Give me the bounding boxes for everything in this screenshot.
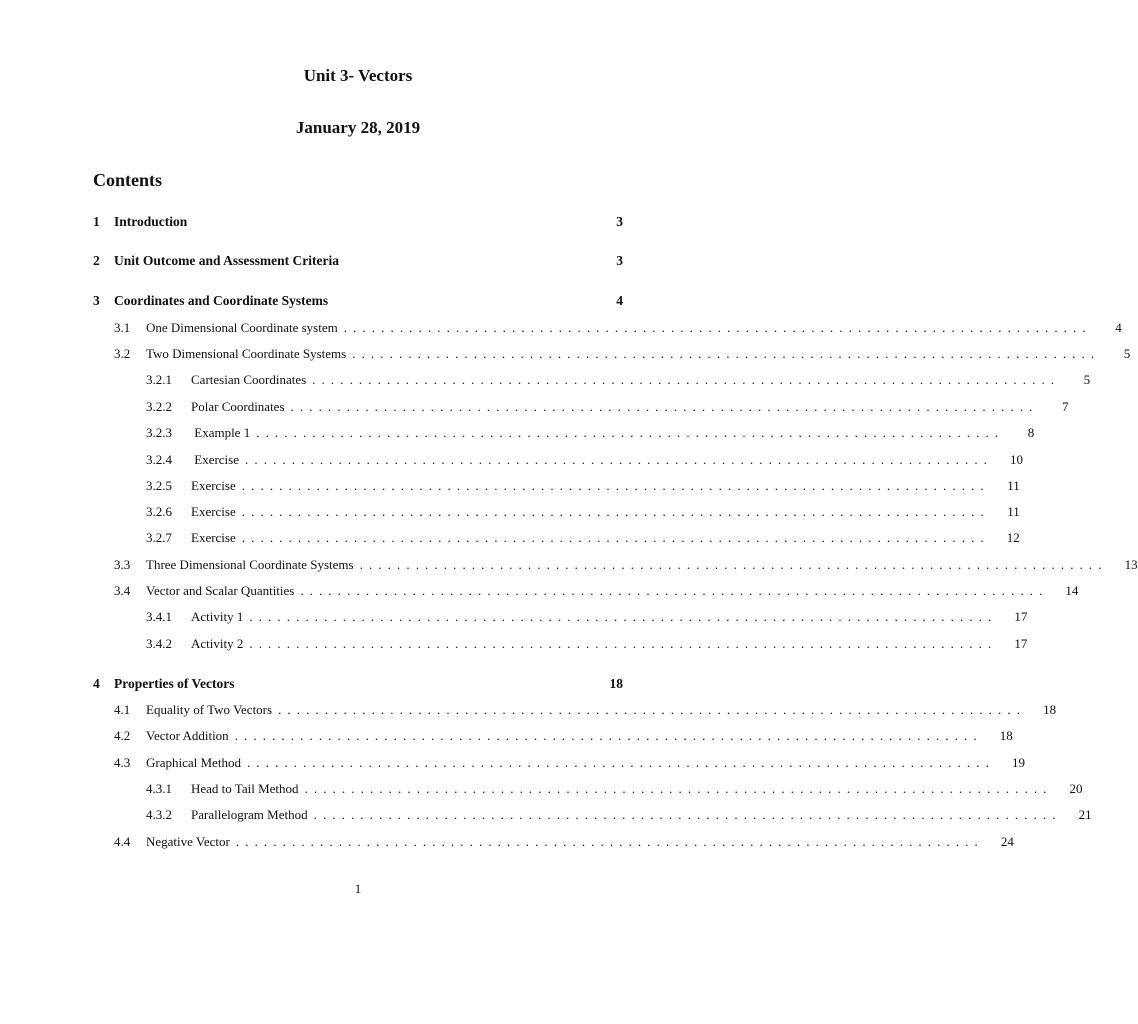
toc-entry[interactable] — [114, 728, 1013, 744]
toc-entry-number: 2 — [93, 253, 100, 268]
toc-entry-page: 18 — [999, 728, 1013, 743]
toc-dot-leader: ................................................................................ — [312, 372, 1061, 387]
toc-entry-page: 24 — [1000, 834, 1014, 849]
toc-entry-number: 3.3 — [114, 557, 131, 572]
toc-dot-leader: ................................................................................ — [300, 583, 1049, 598]
toc-dot-leader: ................................................................................ — [241, 478, 990, 493]
toc-entry[interactable] — [146, 425, 1035, 441]
toc-entry-number: 3.4.2 — [146, 636, 172, 651]
toc-entry-number: 4 — [93, 676, 100, 691]
toc-entry-title: Two Dimensional Coordinate Systems — [146, 346, 347, 361]
toc-entry-page: 10 — [1010, 452, 1024, 467]
toc-entry-number: 3.4.1 — [146, 609, 172, 624]
toc-dot-leader: ................................................................................ — [304, 781, 1053, 796]
toc-entry-title: Head to Tail Method — [191, 781, 299, 796]
toc-entry[interactable] — [146, 372, 1091, 388]
toc-entry-number: 3.1 — [114, 320, 131, 335]
toc-entry-number: 4.1 — [114, 702, 131, 717]
toc-entry-page: 4 — [1115, 320, 1122, 335]
toc-entry-number: 1 — [93, 214, 100, 229]
toc-entry-page: 7 — [1062, 399, 1069, 414]
toc-entry[interactable] — [146, 530, 1020, 546]
toc-entry-page: 3 — [616, 214, 623, 229]
toc-entry-title: Negative Vector — [146, 834, 230, 849]
toc-entry-page: 17 — [1014, 609, 1028, 624]
toc-entry-title: Introduction — [114, 214, 188, 229]
toc-entry-number: 4.3.1 — [146, 781, 172, 796]
toc-entry[interactable] — [114, 557, 1138, 573]
toc-entry[interactable] — [146, 478, 1020, 494]
page-number: 1 — [354, 881, 362, 896]
toc-entry[interactable] — [114, 346, 1131, 362]
toc-entry[interactable] — [93, 676, 623, 692]
toc-entry[interactable] — [146, 452, 1024, 468]
toc-entry-page: 18 — [1043, 702, 1057, 717]
toc-entry-title: One Dimensional Coordinate system — [146, 320, 338, 335]
toc-entry-title: Polar Coordinates — [191, 399, 285, 414]
toc-dot-leader: ................................................................................ — [249, 609, 998, 624]
toc-entry[interactable] — [146, 636, 1028, 652]
toc-entry-page: 19 — [1011, 755, 1025, 770]
toc-entry[interactable] — [114, 834, 1014, 850]
toc-entry-page: 3 — [616, 253, 623, 268]
toc-entry[interactable] — [93, 214, 623, 230]
toc-entry-title: Vector and Scalar Quantities — [146, 583, 295, 598]
toc-dot-leader: ................................................................................ — [256, 425, 1005, 440]
toc-entry-page: 8 — [1027, 425, 1035, 440]
toc-entry-number: 3.2.5 — [146, 478, 172, 493]
toc-entry-title: Unit Outcome and Assessment Criteria — [114, 253, 339, 268]
toc-entry-title: Exercise — [191, 504, 236, 519]
toc-entry-number: 3.4 — [114, 583, 131, 598]
toc-entry[interactable] — [146, 609, 1028, 625]
toc-entry-title: Equality of Two Vectors — [146, 702, 273, 717]
toc-entry-number: 3.2 — [114, 346, 131, 361]
toc-entry-title: Cartesian Coordinates — [191, 372, 307, 387]
toc-entry[interactable] — [93, 293, 623, 309]
toc-entry-page: 13 — [1124, 557, 1138, 572]
toc-entry-page: 17 — [1014, 636, 1028, 651]
toc-entry[interactable] — [146, 807, 1092, 823]
toc-entry[interactable] — [93, 253, 623, 269]
toc-dot-leader: ................................................................................ — [343, 320, 1092, 335]
toc-entry-number: 3.2.7 — [146, 530, 172, 545]
toc-entry-page: 11 — [1007, 504, 1020, 519]
toc-entry-title: Exercise — [191, 452, 240, 467]
toc-entry-title: Activity 1 — [191, 609, 244, 624]
document-title: Unit 3- Vectors — [303, 66, 413, 85]
toc-entry-page: 11 — [1007, 478, 1020, 493]
toc-entry-number: 3.2.4 — [146, 452, 172, 467]
toc-entry-title: Vector Addition — [146, 728, 229, 743]
toc-entry[interactable] — [146, 504, 1020, 520]
toc-dot-leader: ................................................................................ — [241, 504, 990, 519]
toc-entry-title: Properties of Vectors — [114, 676, 235, 691]
toc-entry-number: 3.2.6 — [146, 504, 172, 519]
toc-dot-leader: ................................................................................ — [313, 807, 1062, 822]
toc-entry-page: 18 — [609, 676, 623, 691]
toc-dot-leader: ................................................................................ — [290, 399, 1039, 414]
contents-heading: Contents — [93, 170, 163, 190]
toc-entry[interactable] — [146, 781, 1083, 797]
toc-entry-page: 12 — [1006, 530, 1020, 545]
toc-entry-page: 5 — [1123, 346, 1131, 361]
toc-entry-number: 3.2.2 — [146, 399, 172, 414]
toc-entry[interactable] — [114, 583, 1079, 599]
document-date: January 28, 2019 — [295, 118, 421, 137]
toc-dot-leader: ................................................................................ — [241, 530, 990, 545]
toc-entry-number: 4.4 — [114, 834, 131, 849]
toc-entry[interactable] — [146, 399, 1069, 415]
toc-dot-leader: ................................................................................ — [249, 636, 998, 651]
toc-entry-number: 3 — [93, 293, 100, 308]
toc-entry-title: Three Dimensional Coordinate Systems — [146, 557, 354, 572]
toc-entry-page: 5 — [1083, 372, 1091, 387]
toc-entry-title: Example 1 — [191, 425, 251, 440]
toc-entry-page: 4 — [616, 293, 623, 308]
toc-entry-title: Exercise — [191, 530, 236, 545]
toc-dot-leader: ................................................................................ — [245, 452, 994, 467]
toc-entry[interactable] — [114, 755, 1025, 771]
toc-entry-number: 4.3 — [114, 755, 131, 770]
toc-entry-title: Activity 2 — [191, 636, 244, 651]
toc-dot-leader: ................................................................................ — [359, 557, 1108, 572]
toc-dot-leader: ................................................................................ — [278, 702, 1027, 717]
toc-dot-leader: ................................................................................ — [246, 755, 995, 770]
toc-entry-number: 4.3.2 — [146, 807, 172, 822]
toc-entry[interactable] — [114, 702, 1057, 718]
toc-entry[interactable] — [114, 320, 1122, 336]
toc-entry-number: 4.2 — [114, 728, 131, 743]
toc-dot-leader: ................................................................................ — [234, 728, 983, 743]
toc-dot-leader: ................................................................................ — [352, 346, 1101, 361]
toc-entry-page: 21 — [1078, 807, 1092, 822]
toc-entry-title: Parallelogram Method — [191, 807, 308, 822]
toc-entry-title: Exercise — [191, 478, 236, 493]
toc-entry-number: 3.2.3 — [146, 425, 172, 440]
toc-entry-title: Coordinates and Coordinate Systems — [114, 293, 329, 308]
toc-dot-leader: ................................................................................ — [235, 834, 984, 849]
toc-entry-title: Graphical Method — [146, 755, 241, 770]
toc-entry-number: 3.2.1 — [146, 372, 172, 387]
toc-entry-page: 20 — [1069, 781, 1083, 796]
toc-entry-page: 14 — [1065, 583, 1079, 598]
